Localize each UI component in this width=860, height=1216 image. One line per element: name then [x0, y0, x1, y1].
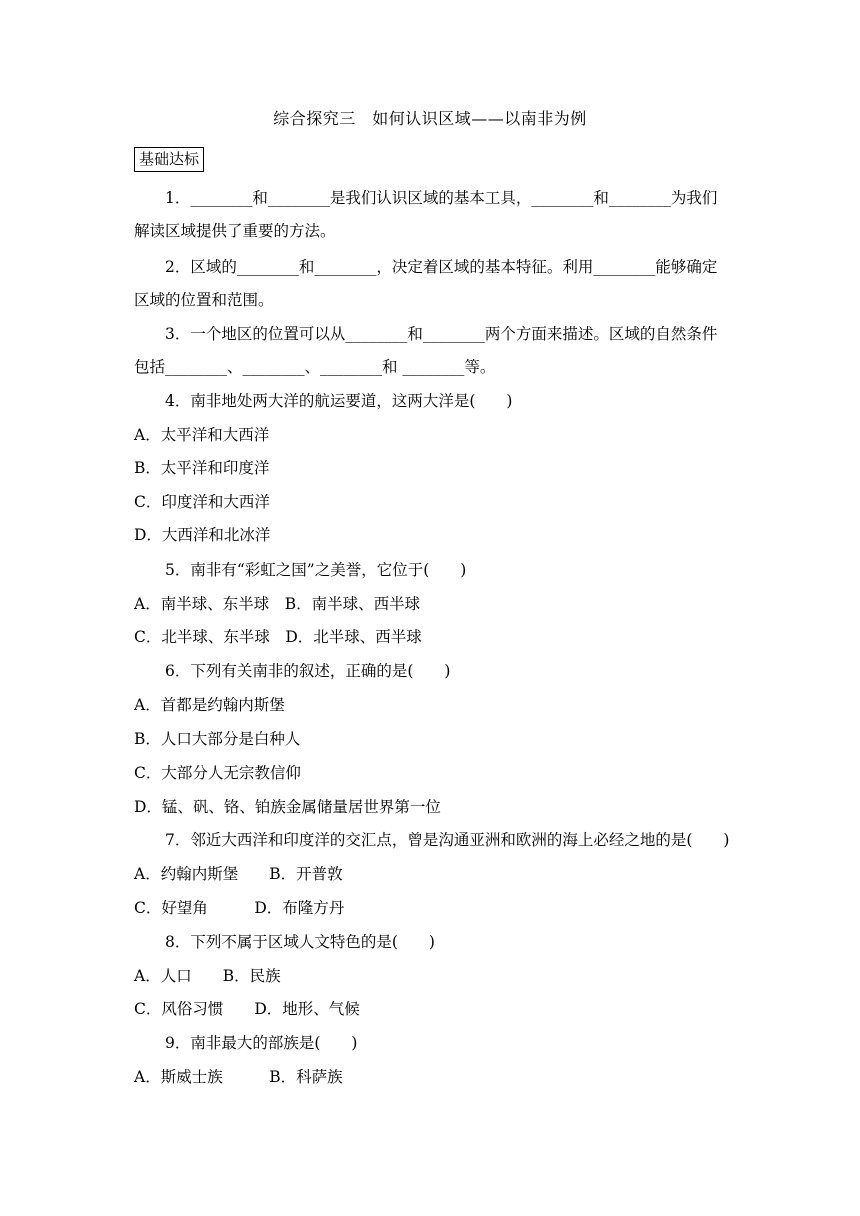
question-2-line-1: 2．区域的________和________，决定着区域的基本特征。利用________能够确定: [165, 258, 718, 276]
question-7: 7．邻近大西洋和印度洋的交汇点，曾是沟通亚洲和欧洲的海上必经之地的是( ): [165, 831, 730, 849]
question-4: 4．南非地处两大洋的航运要道，这两大洋是( ): [165, 392, 513, 410]
question-7-options-cd: C．好望角 D．布隆方丹: [134, 899, 345, 917]
section-label-basic: 基础达标: [134, 147, 204, 172]
question-5-options-ab: A．南半球、东半球 B．南半球、西半球: [134, 595, 421, 613]
question-8: 8．下列不属于区域人文特色的是( ): [165, 933, 435, 951]
question-6-option-d: D．锰、矾、铬、铂族金属储量居世界第一位: [134, 798, 441, 816]
question-4-option-c: C．印度洋和大西洋: [134, 493, 270, 511]
question-8-options-cd: C．风俗习惯 D．地形、气候: [134, 1000, 360, 1018]
question-3-line-2: 包括________、________、________和 ________等。: [134, 358, 496, 376]
question-1-line-1: 1．________和________是我们认识区域的基本工具，________和________为我们: [165, 189, 718, 207]
question-1-line-2: 解读区域提供了重要的方法。: [134, 222, 336, 240]
question-7-options-ab: A．约翰内斯堡 B．开普敦: [134, 865, 343, 883]
question-5-options-cd: C．北半球、东半球 D．北半球、西半球: [134, 628, 422, 646]
question-6-option-b: B．人口大部分是白种人: [134, 730, 301, 748]
question-6-option-c: C．大部分人无宗教信仰: [134, 764, 301, 782]
question-4-option-a: A．太平洋和大西洋: [134, 426, 270, 444]
question-9: 9．南非最大的部族是( ): [165, 1034, 358, 1052]
question-4-option-d: D．大西洋和北冰洋: [134, 526, 271, 544]
question-6-option-a: A．首都是约翰内斯堡: [134, 696, 285, 714]
question-3-line-1: 3．一个地区的位置可以从________和________两个方面来描述。区域的自然条件: [165, 325, 718, 343]
question-5: 5．南非有“彩虹之国”之美誉，它位于( ): [165, 561, 467, 579]
question-2-line-2: 区域的位置和范围。: [134, 291, 274, 309]
question-8-options-ab: A．人口 B．民族: [134, 967, 281, 985]
page-title: 综合探究三 如何认识区域——以南非为例: [273, 109, 587, 128]
question-4-option-b: B．太平洋和印度洋: [134, 459, 270, 477]
question-6: 6．下列有关南非的叙述，正确的是( ): [165, 662, 451, 680]
question-9-options-ab: A．斯威士族 B．科萨族: [134, 1068, 343, 1086]
